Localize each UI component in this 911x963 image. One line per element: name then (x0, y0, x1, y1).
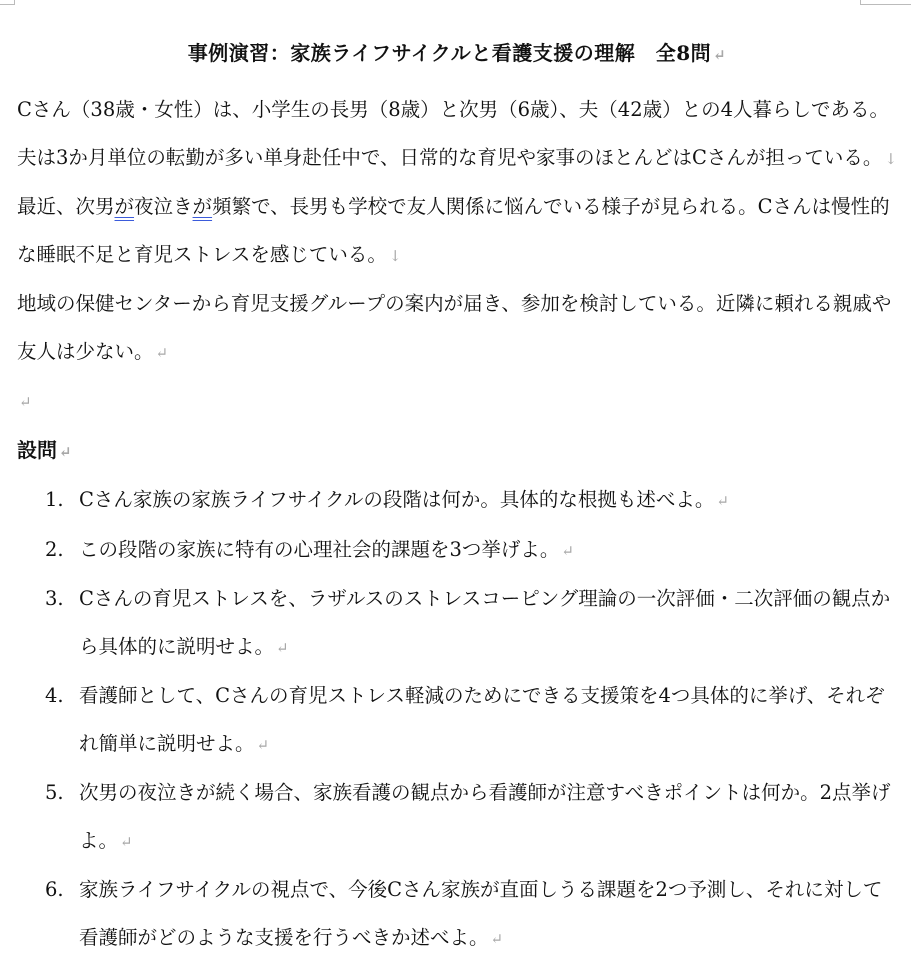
question-number: 5. (45, 781, 64, 804)
question-text: 次男の夜泣きが続く場合、家族看護の観点から看護師が注意すべきポイントは何か。2点挙げよ。 (79, 781, 891, 852)
case-paragraph-2 (17, 183, 897, 280)
paragraph-mark-icon: ↵ (155, 343, 169, 362)
case-paragraph-2-text-b: 夜泣き (134, 195, 193, 218)
question-number: 6. (45, 878, 64, 901)
case-paragraph-2-text-c: 頻繁で、長男も学校で友人関係に悩んでいる様子が見られる。Cさんは慢性的な睡眠不足と育児ストレスを感じている。 (17, 195, 890, 266)
questions-list (17, 476, 897, 963)
question-text: Cさん家族の家族ライフサイクルの段階は何か。具体的な根拠も述べよ。 (79, 488, 715, 511)
questions-heading (17, 427, 897, 477)
case-paragraph-1 (17, 86, 897, 183)
paragraph-mark-icon: ↵ (490, 929, 504, 948)
paragraph-mark-icon: ↵ (19, 393, 32, 411)
question-number: 1. (45, 488, 64, 511)
question-item (17, 575, 897, 672)
case-description (17, 86, 897, 427)
title-text: 事例演習：家族ライフサイクルと看護支援の理解 全8問 (187, 41, 712, 65)
question-text: 家族ライフサイクルの視点で、今後Cさん家族が直面しうる課題を2つ予測し、それに対して看護師がどのような支援を行うべきか述べよ。 (79, 878, 883, 949)
question-item (17, 866, 897, 963)
grammar-underline-1: が (114, 195, 135, 218)
document-title (17, 30, 897, 76)
case-paragraph-3 (17, 280, 897, 377)
grammar-underline-2: が (192, 195, 213, 218)
paragraph-mark-icon: ↵ (256, 735, 270, 754)
question-text: この段階の家族に特有の心理社会的課題を3つ挙げよ。 (79, 537, 560, 561)
paragraph-mark-icon: ↵ (120, 832, 133, 851)
paragraph-mark-icon: ↵ (276, 638, 289, 657)
question-number: 4. (45, 684, 64, 707)
line-break-mark-icon: ↓ (388, 246, 402, 265)
question-item (17, 672, 897, 769)
line-break-mark-icon: ↓ (884, 149, 898, 168)
document-page (17, 30, 897, 963)
paragraph-mark-icon: ↵ (713, 46, 727, 64)
question-item (17, 476, 897, 526)
question-number: 3. (45, 587, 64, 610)
empty-paragraph (17, 377, 897, 427)
question-number: 2. (45, 537, 64, 561)
question-item (17, 526, 897, 576)
questions-heading-text: 設問 (17, 437, 57, 462)
question-text: Cさんの育児ストレスを、ラザルスのストレスコーピング理論の一次評価・二次評価の観点から具体的に説明せよ。 (79, 587, 891, 658)
case-paragraph-2-text-a: 最近、次男 (17, 195, 115, 218)
case-paragraph-1-text: Cさん（38歳・女性）は、小学生の長男（8歳）と次男（6歳）、夫（42歳）との4人暮らしである。夫は3か月単位の転勤が多い単身赴任中で、日常的な育児や家事のほとんどはCさんが担っている。 (17, 98, 890, 169)
page-corner-marker-right (860, 0, 911, 5)
paragraph-mark-icon: ↵ (59, 442, 72, 461)
case-paragraph-3-text: 地域の保健センターから育児支援グループの案内が届き、参加を検討している。近隣に頼れる親戚や友人は少ない。 (17, 292, 892, 363)
question-item (17, 769, 897, 866)
paragraph-mark-icon: ↵ (716, 492, 729, 510)
page-corner-marker-left (0, 0, 15, 5)
paragraph-mark-icon: ↵ (561, 541, 574, 560)
question-text: 看護師として、Cさんの育児ストレス軽減のためにできる支援策を4つ具体的に挙げ、それぞれ簡単に説明せよ。 (79, 684, 885, 755)
